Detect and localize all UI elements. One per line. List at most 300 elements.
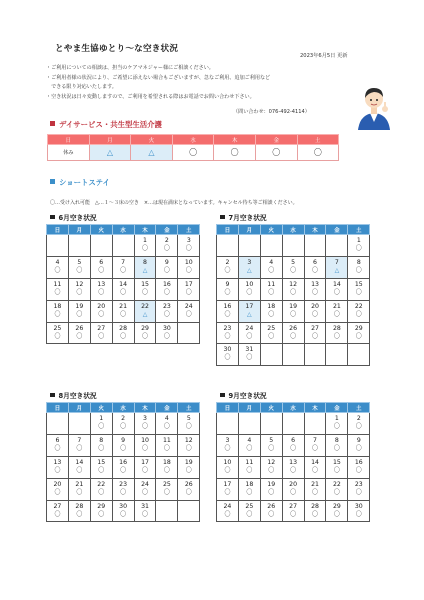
day-number: 25 <box>267 324 276 332</box>
availability-mark: 〇 <box>98 288 105 296</box>
note-line: ・ご利用者様の状況により、ご希望に添えない場合もございますが、急なご利用、追加ご利用など <box>46 74 271 81</box>
day-number: 10 <box>141 436 149 444</box>
availability-cell: △ <box>131 145 173 161</box>
empty-day <box>156 500 178 522</box>
availability-mark: 〇 <box>224 354 231 362</box>
calendar-day <box>134 278 156 300</box>
calendar-day <box>156 434 178 456</box>
calendar-day <box>134 235 156 257</box>
calendar-day <box>178 256 200 278</box>
day-number: 2 <box>164 237 169 244</box>
day-number: 19 <box>75 302 84 310</box>
availability-mark: 〇 <box>142 466 149 474</box>
calendar-day <box>326 478 348 500</box>
availability-mark: △ <box>142 310 148 318</box>
availability-mark: 〇 <box>355 510 362 518</box>
calendar-day <box>348 235 370 257</box>
calendar-day <box>282 278 304 300</box>
availability-mark: 〇 <box>163 488 170 496</box>
availability-cell: △ <box>89 145 131 161</box>
availability-mark: 〇 <box>268 466 275 474</box>
august-calendar <box>46 402 200 522</box>
availability-mark: 〇 <box>290 288 297 296</box>
empty-day <box>238 235 260 257</box>
calendar-day <box>112 500 134 522</box>
empty-day <box>238 413 260 435</box>
day-number: 8 <box>143 258 147 266</box>
day-number: 28 <box>75 502 84 510</box>
day-number: 3 <box>143 415 147 422</box>
day-number: 4 <box>164 415 169 422</box>
day-number: 24 <box>223 502 232 510</box>
weekday-header: 水 <box>112 225 134 235</box>
day-number: 13 <box>97 280 106 288</box>
weekday-header: 土 <box>178 403 200 413</box>
calendar-day <box>348 500 370 522</box>
calendar-day <box>238 256 260 278</box>
day-number: 5 <box>186 415 191 422</box>
calendar-day <box>217 344 239 366</box>
calendar-day <box>156 300 178 322</box>
calendar-day <box>217 256 239 278</box>
empty-day <box>260 413 282 435</box>
empty-day <box>348 344 370 366</box>
day-number: 14 <box>119 280 128 288</box>
empty-day <box>282 344 304 366</box>
day-number: 20 <box>311 302 319 310</box>
availability-mark: 〇 <box>185 488 192 496</box>
day-number: 13 <box>289 458 298 466</box>
calendar-day <box>282 456 304 478</box>
availability-mark: 〇 <box>355 266 362 274</box>
availability-mark: 〇 <box>268 510 275 518</box>
weekday-header: 木 <box>134 403 156 413</box>
day-number: 10 <box>223 458 232 466</box>
calendar-day <box>90 456 112 478</box>
calendar-day <box>178 235 200 257</box>
empty-day <box>90 235 112 257</box>
note-line: ・空き状況は日々変動しますので、ご利用を希望される際はお電話でお問い合わせ下さい。 <box>46 93 255 100</box>
calendar-day <box>348 322 370 344</box>
day-number: 14 <box>75 458 84 466</box>
availability-mark: 〇 <box>268 332 275 340</box>
availability-mark: 〇 <box>98 266 105 274</box>
calendar-day <box>47 322 69 344</box>
availability-mark: 〇 <box>355 466 362 474</box>
calendar-day <box>348 300 370 322</box>
availability-mark: 〇 <box>185 310 192 318</box>
day-number: 1 <box>356 237 361 244</box>
weekday-header: 火 <box>260 225 282 235</box>
empty-day <box>112 235 134 257</box>
empty-day <box>217 413 239 435</box>
day-number: 22 <box>97 480 106 488</box>
calendar-day <box>304 256 326 278</box>
availability-mark: 〇 <box>355 245 362 252</box>
empty-day <box>47 235 69 257</box>
availability-mark: 〇 <box>224 288 231 296</box>
day-number: 17 <box>223 480 232 488</box>
weekday-header: 水 <box>282 403 304 413</box>
day-number: 8 <box>99 436 104 444</box>
weekday-header: 金 <box>326 403 348 413</box>
note-line: できる限り対応いたします。 <box>46 84 117 91</box>
day-number: 16 <box>354 458 363 466</box>
day-number: 10 <box>184 258 193 266</box>
day-number: 18 <box>267 302 276 310</box>
availability-mark: 〇 <box>142 245 149 252</box>
day-number: 27 <box>97 324 106 332</box>
empty-day <box>260 235 282 257</box>
availability-mark: 〇 <box>290 444 297 452</box>
calendar-day <box>260 322 282 344</box>
calendar-day <box>47 478 69 500</box>
availability-mark: 〇 <box>312 310 319 318</box>
availability-mark: 〇 <box>76 332 83 340</box>
day-number: 19 <box>289 302 298 310</box>
day-number: 13 <box>53 458 62 466</box>
day-number: 3 <box>186 237 191 244</box>
availability-mark: 〇 <box>163 423 170 430</box>
empty-day <box>217 235 239 257</box>
availability-mark: 〇 <box>163 444 170 452</box>
availability-mark: 〇 <box>54 488 61 496</box>
calendar-day <box>90 434 112 456</box>
calendar-day <box>68 434 90 456</box>
day-number: 5 <box>291 258 296 266</box>
availability-mark: 〇 <box>185 423 192 430</box>
availability-mark: 〇 <box>142 444 149 452</box>
day-number: 20 <box>53 480 62 488</box>
weekday-header: 土 <box>297 135 339 145</box>
availability-mark: 〇 <box>224 488 231 496</box>
availability-mark: 〇 <box>224 466 231 474</box>
calendar-day <box>260 300 282 322</box>
day-number: 15 <box>97 458 106 466</box>
day-number: 9 <box>164 258 169 266</box>
availability-mark: 〇 <box>333 488 340 496</box>
availability-mark: 〇 <box>163 288 170 296</box>
calendar-day <box>282 256 304 278</box>
day-number: 9 <box>121 436 126 444</box>
availability-mark: 〇 <box>98 466 105 474</box>
availability-mark: 〇 <box>76 310 83 318</box>
day-number: 11 <box>267 280 276 288</box>
day-number: 14 <box>311 458 319 466</box>
day-service-table <box>47 134 339 161</box>
availability-mark: 〇 <box>120 423 127 430</box>
day-number: 16 <box>223 302 232 310</box>
empty-day <box>178 500 200 522</box>
day-number: 29 <box>97 502 106 510</box>
calendar-day <box>112 322 134 344</box>
day-number: 12 <box>289 280 298 288</box>
calendar-day <box>326 413 348 435</box>
empty-day <box>68 235 90 257</box>
availability-mark: 〇 <box>98 423 105 430</box>
availability-mark: 〇 <box>312 332 319 340</box>
calendar-day <box>260 278 282 300</box>
calendar-day <box>68 500 90 522</box>
day-number: 28 <box>119 324 128 332</box>
availability-mark: 〇 <box>98 332 105 340</box>
day-number: 25 <box>245 502 254 510</box>
availability-mark: 〇 <box>355 288 362 296</box>
availability-mark: 〇 <box>120 488 127 496</box>
availability-mark: 〇 <box>98 310 105 318</box>
day-number: 20 <box>97 302 106 310</box>
availability-mark: 〇 <box>333 510 340 518</box>
day-number: 30 <box>162 324 171 332</box>
calendar-day <box>47 278 69 300</box>
availability-mark: 〇 <box>290 488 297 496</box>
calendar-day <box>156 413 178 435</box>
calendar-day <box>238 434 260 456</box>
day-number: 30 <box>354 502 363 510</box>
calendar-day <box>260 256 282 278</box>
availability-mark: 〇 <box>185 288 192 296</box>
weekday-header: 火 <box>131 135 173 145</box>
day-number: 2 <box>225 258 230 266</box>
weekday-header: 日 <box>217 225 239 235</box>
calendar-day <box>112 413 134 435</box>
weekday-header: 日 <box>47 403 69 413</box>
august-calendar-title: 8月空き状況 <box>50 390 97 400</box>
availability-mark: 〇 <box>54 332 61 340</box>
calendar-day <box>326 322 348 344</box>
availability-mark: 〇 <box>163 266 170 274</box>
availability-mark: 〇 <box>224 310 231 318</box>
day-number: 24 <box>141 480 149 488</box>
availability-mark: △ <box>142 266 148 274</box>
day-number: 29 <box>354 324 363 332</box>
july-calendar-title: 7月空き状況 <box>220 212 267 222</box>
day-number: 2 <box>356 415 361 422</box>
availability-cell: 〇 <box>172 145 214 161</box>
calendar-day <box>68 256 90 278</box>
day-number: 6 <box>291 436 296 444</box>
calendar-day <box>238 322 260 344</box>
day-number: 10 <box>245 280 254 288</box>
availability-mark: 〇 <box>246 444 253 452</box>
availability-mark: 〇 <box>76 288 83 296</box>
empty-day <box>178 322 200 344</box>
calendar-day <box>238 344 260 366</box>
empty-day <box>326 235 348 257</box>
day-number: 26 <box>75 324 84 332</box>
availability-mark: 〇 <box>333 466 340 474</box>
availability-mark: 〇 <box>142 488 149 496</box>
availability-cell: 〇 <box>255 145 297 161</box>
calendar-day <box>112 456 134 478</box>
calendar-day <box>47 434 69 456</box>
day-number: 21 <box>332 302 341 310</box>
calendar-day <box>134 434 156 456</box>
availability-mark: 〇 <box>333 332 340 340</box>
calendar-day <box>326 256 348 278</box>
calendar-day <box>112 300 134 322</box>
day-number: 29 <box>141 324 149 332</box>
availability-mark: 〇 <box>120 332 127 340</box>
empty-day <box>260 344 282 366</box>
availability-mark: 〇 <box>355 332 362 340</box>
day-number: 30 <box>223 346 232 354</box>
weekday-header: 木 <box>304 225 326 235</box>
day-number: 7 <box>313 436 317 444</box>
availability-mark: 〇 <box>246 354 253 362</box>
calendar-day <box>260 478 282 500</box>
calendar-day <box>112 434 134 456</box>
calendar-day <box>47 300 69 322</box>
day-number: 16 <box>162 280 171 288</box>
september-calendar-title: 9月空き状況 <box>220 390 267 400</box>
day-number: 19 <box>184 458 193 466</box>
availability-mark: 〇 <box>54 510 61 518</box>
short-stay-heading: ショートステイ <box>50 177 110 188</box>
calendar-day <box>348 456 370 478</box>
day-number: 13 <box>311 280 319 288</box>
day-number: 3 <box>247 258 252 266</box>
weekday-header: 火 <box>90 225 112 235</box>
availability-mark: 〇 <box>224 444 231 452</box>
calendar-day <box>217 434 239 456</box>
calendar-day <box>238 300 260 322</box>
day-number: 22 <box>332 480 341 488</box>
calendar-day <box>156 235 178 257</box>
day-number: 31 <box>141 502 149 510</box>
calendar-day <box>112 256 134 278</box>
availability-mark: 〇 <box>98 510 105 518</box>
availability-mark: 〇 <box>142 510 149 518</box>
availability-mark: 〇 <box>163 310 170 318</box>
calendar-day <box>238 278 260 300</box>
calendar-day <box>282 478 304 500</box>
calendar-day <box>217 478 239 500</box>
calendar-day <box>68 478 90 500</box>
calendar-day <box>260 500 282 522</box>
calendar-day <box>282 322 304 344</box>
day-number: 23 <box>223 324 232 332</box>
calendar-day <box>348 413 370 435</box>
day-number: 28 <box>311 502 319 510</box>
weekday-header: 土 <box>178 225 200 235</box>
availability-mark: 〇 <box>76 444 83 452</box>
day-number: 22 <box>354 302 363 310</box>
day-number: 11 <box>245 458 254 466</box>
empty-day <box>326 344 348 366</box>
day-number: 23 <box>119 480 128 488</box>
weekday-header: 火 <box>260 403 282 413</box>
day-number: 24 <box>245 324 254 332</box>
availability-mark: 〇 <box>185 245 192 252</box>
availability-mark: 〇 <box>120 444 127 452</box>
day-number: 9 <box>225 280 230 288</box>
availability-mark: 〇 <box>54 466 61 474</box>
calendar-day <box>156 456 178 478</box>
day-number: 15 <box>354 280 363 288</box>
calendar-day <box>326 300 348 322</box>
day-number: 20 <box>289 480 298 488</box>
calendar-day <box>112 278 134 300</box>
day-number: 21 <box>75 480 84 488</box>
availability-mark: 〇 <box>54 444 61 452</box>
calendar-day <box>68 322 90 344</box>
calendar-day <box>47 500 69 522</box>
availability-mark: 〇 <box>246 288 253 296</box>
weekday-header: 金 <box>156 225 178 235</box>
calendar-day <box>348 256 370 278</box>
availability-mark: 〇 <box>312 466 319 474</box>
calendar-day <box>134 456 156 478</box>
availability-mark: △ <box>247 310 252 318</box>
calendar-day <box>90 500 112 522</box>
calendar-day <box>326 500 348 522</box>
day-number: 7 <box>121 258 126 266</box>
availability-mark: 〇 <box>120 466 127 474</box>
availability-cell: 〇 <box>214 145 256 161</box>
calendar-day <box>178 434 200 456</box>
calendar-day <box>217 500 239 522</box>
calendar-day <box>238 456 260 478</box>
calendar-day <box>112 478 134 500</box>
calendar-day <box>217 278 239 300</box>
calendar-day <box>134 256 156 278</box>
calendar-day <box>90 322 112 344</box>
availability-mark: 〇 <box>333 310 340 318</box>
calendar-day <box>134 500 156 522</box>
availability-mark: 〇 <box>54 310 61 318</box>
day-number: 17 <box>184 280 193 288</box>
day-number: 4 <box>247 436 252 444</box>
availability-mark: 〇 <box>54 266 61 274</box>
calendar-day <box>348 478 370 500</box>
calendar-day <box>326 434 348 456</box>
calendar-day <box>260 434 282 456</box>
calendar-day <box>326 456 348 478</box>
short-stay-legend: 〇…受け入れ可能 △…１～３床の空き ×…は現在満床となっています。キャンセル待ち等ご相談ください。 <box>50 200 298 206</box>
day-number: 30 <box>119 502 128 510</box>
page-title: とやま生協ゆとり～な空き状況 <box>55 44 179 54</box>
calendar-day <box>90 300 112 322</box>
day-number: 12 <box>75 280 84 288</box>
availability-mark: 〇 <box>355 488 362 496</box>
availability-mark: 〇 <box>312 266 319 274</box>
calendar-day <box>68 300 90 322</box>
weekday-header: 火 <box>90 403 112 413</box>
availability-mark: 〇 <box>312 488 319 496</box>
june-calendar <box>46 224 200 344</box>
weekday-header: 木 <box>304 403 326 413</box>
day-number: 8 <box>334 436 339 444</box>
calendar-day <box>178 413 200 435</box>
calendar-day <box>47 456 69 478</box>
weekday-header: 木 <box>214 135 256 145</box>
weekday-header: 月 <box>68 225 90 235</box>
day-number: 22 <box>141 302 149 310</box>
empty-day <box>282 413 304 435</box>
availability-mark: 〇 <box>312 510 319 518</box>
weekday-header: 水 <box>172 135 214 145</box>
weekday-header: 金 <box>326 225 348 235</box>
september-calendar <box>216 402 370 522</box>
availability-mark: 〇 <box>185 444 192 452</box>
day-number: 2 <box>121 415 126 422</box>
availability-mark: 〇 <box>290 266 297 274</box>
availability-mark: 〇 <box>163 466 170 474</box>
updated-date: 2023年6月5日 更新 <box>300 53 348 59</box>
day-number: 23 <box>162 302 171 310</box>
empty-day <box>304 235 326 257</box>
